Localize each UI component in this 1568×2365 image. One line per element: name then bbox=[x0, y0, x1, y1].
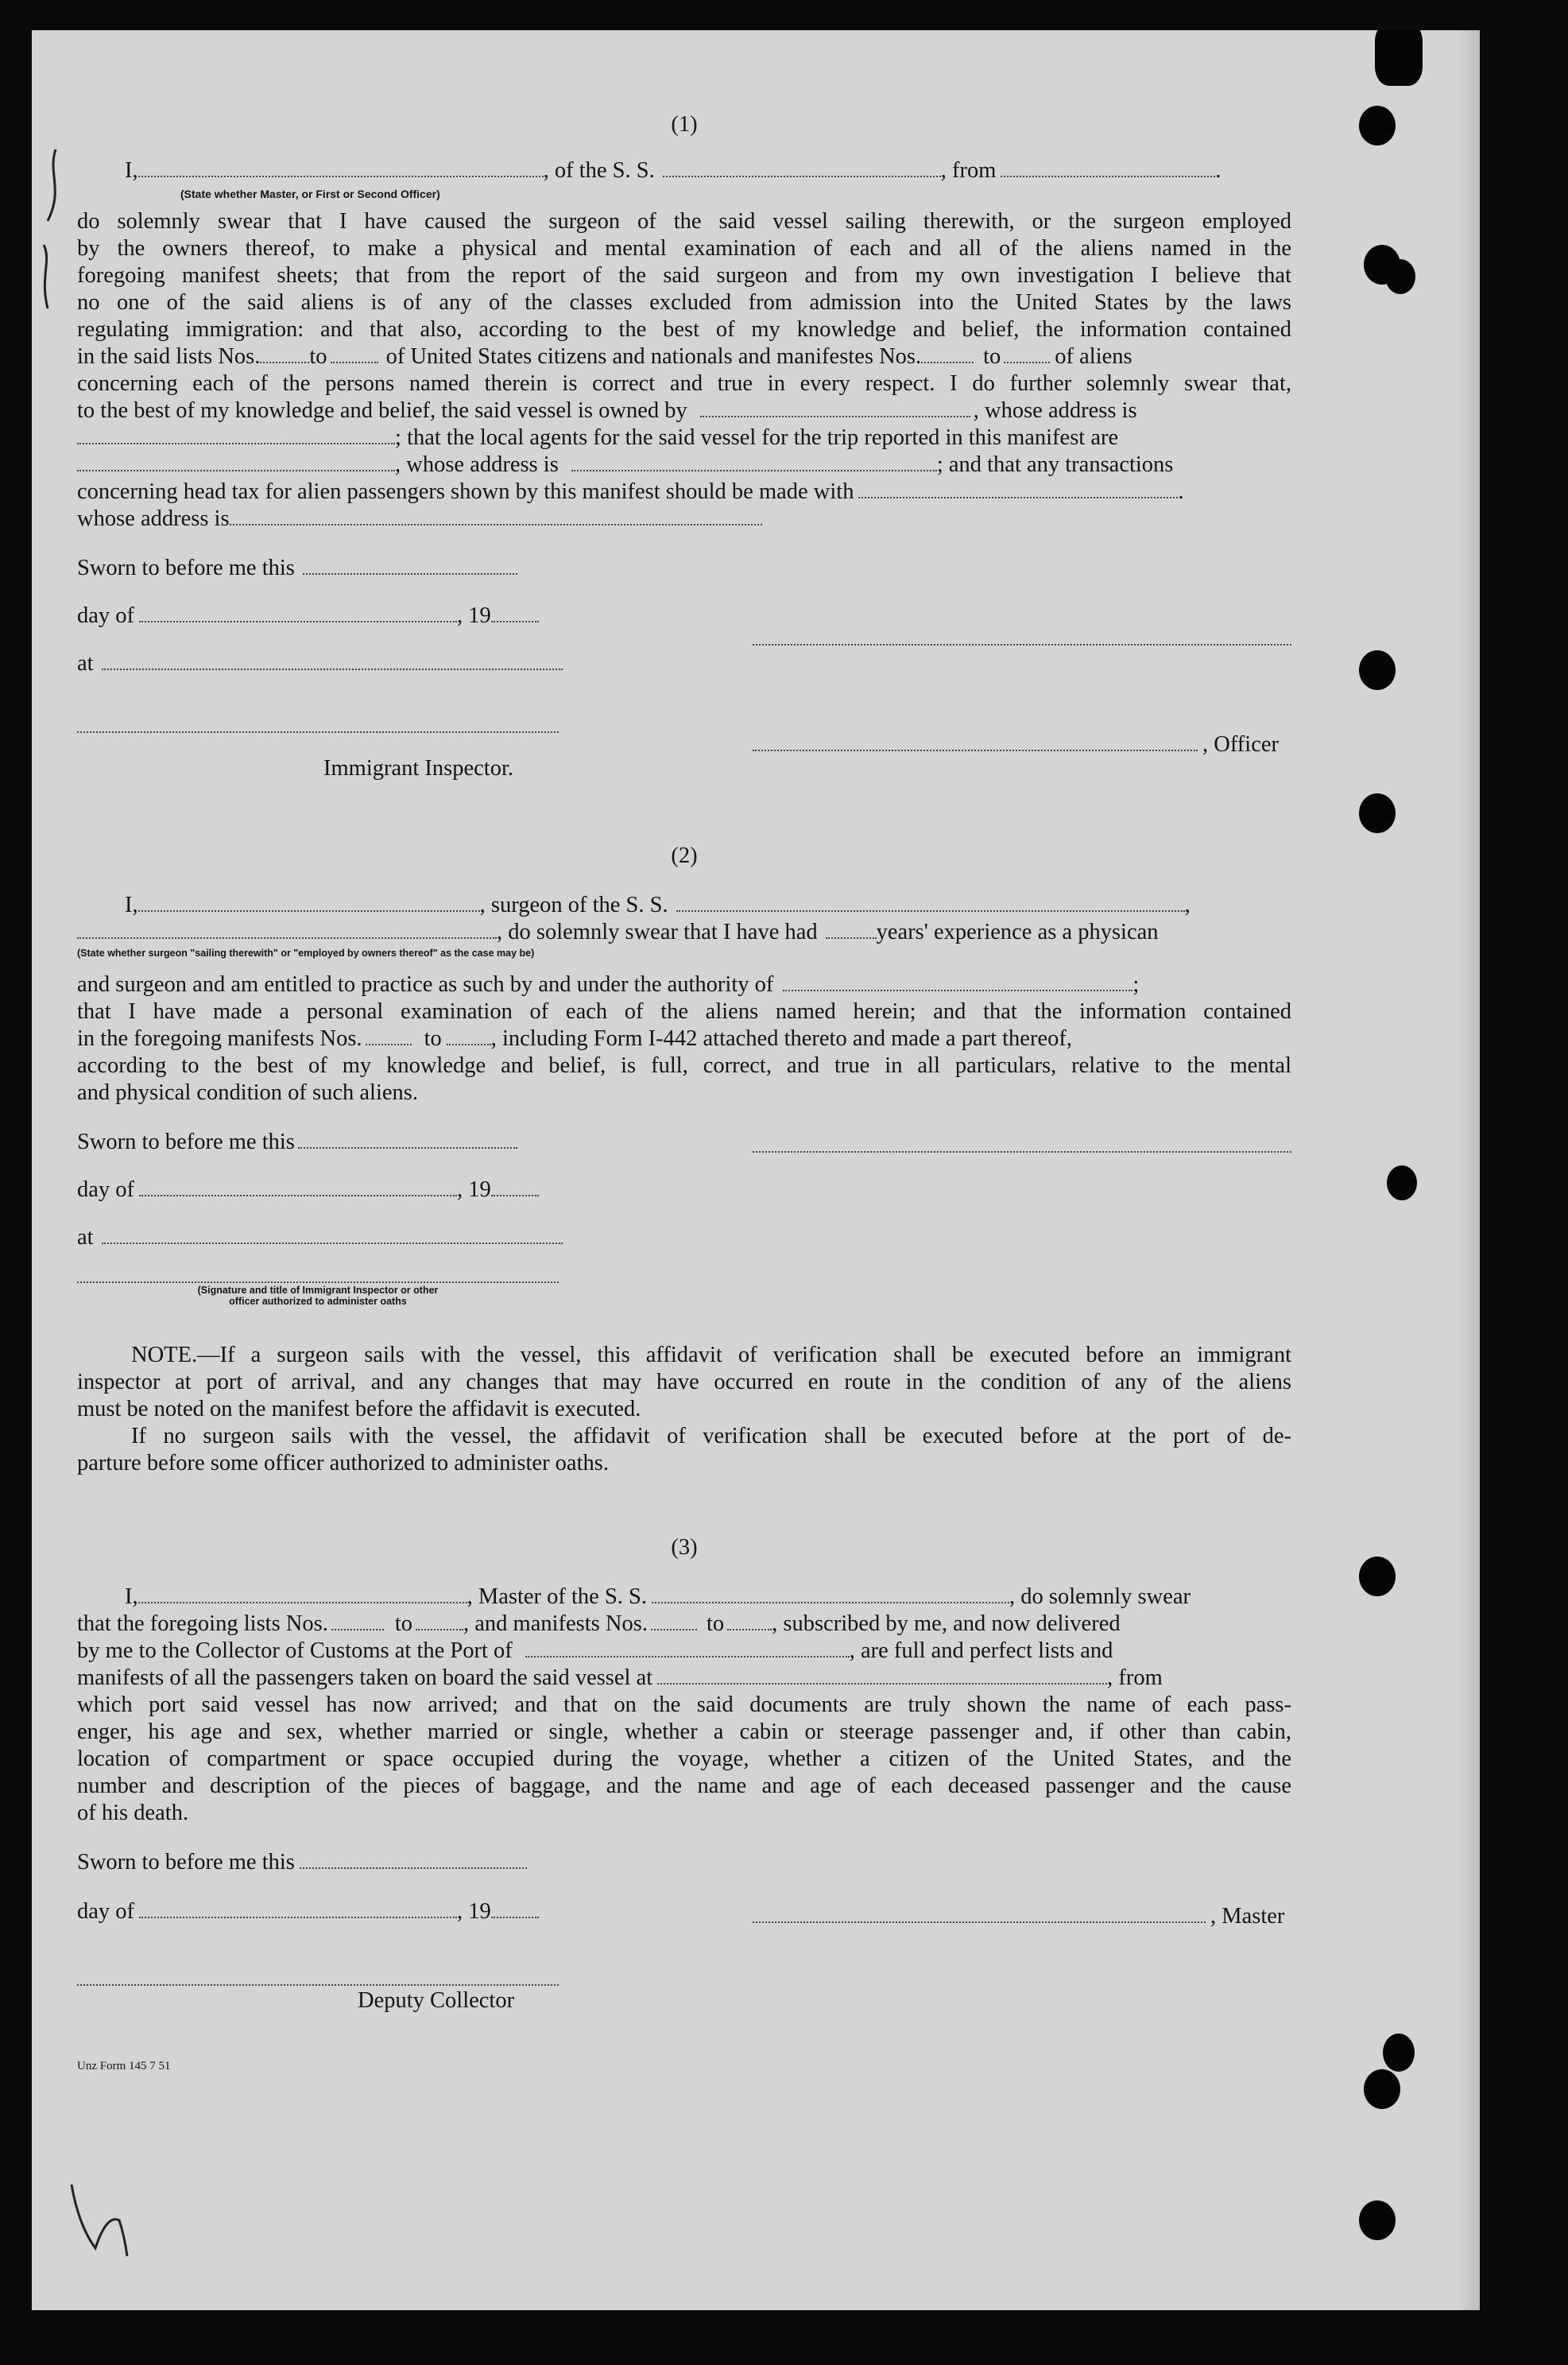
note-line: must be noted on the manifest before the affidavit is executed. bbox=[77, 1397, 641, 1421]
section1-para-line: by the owners thereof, to make a physical and mental examination of each and all of the aliens named in the bbox=[77, 236, 1291, 261]
year-field[interactable] bbox=[491, 1899, 539, 1918]
immigrant-inspector-label: Immigrant Inspector. bbox=[323, 756, 514, 781]
section2-line6: according to the best of my knowledge and belief, is full, correct, and true in all particulars, relative to the mental bbox=[77, 1053, 1291, 1078]
surgeon-status-field[interactable] bbox=[77, 920, 497, 939]
inspector-signature-line[interactable] bbox=[77, 730, 559, 733]
section-number-1: (1) bbox=[671, 112, 698, 137]
section1-headtax-line: concerning head tax for alien passengers shown by this manifest should be made with . bbox=[77, 479, 1184, 504]
surgeon-signature-line[interactable] bbox=[753, 1150, 1291, 1153]
sworn-date-field[interactable] bbox=[298, 1130, 517, 1149]
master-name-field[interactable] bbox=[138, 1584, 467, 1603]
section1-para-line: foregoing manifest sheets; that from the report of the said surgeon and from my own investigation I believe that bbox=[77, 263, 1291, 288]
surgeon-name-field[interactable] bbox=[138, 893, 480, 912]
year-field[interactable] bbox=[491, 603, 539, 622]
page-edge-shadow bbox=[1458, 30, 1480, 2310]
embark-port-field[interactable] bbox=[657, 1665, 1107, 1685]
port-field[interactable] bbox=[525, 1638, 850, 1657]
at-place-field[interactable] bbox=[102, 651, 563, 670]
officer-name-field[interactable] bbox=[138, 158, 544, 177]
section1-sworn: Sworn to before me this bbox=[77, 555, 1291, 582]
local-agents-field[interactable] bbox=[77, 452, 395, 471]
vessel-name-field[interactable] bbox=[663, 158, 941, 177]
section2-line7: and physical condition of such aliens. bbox=[77, 1080, 418, 1105]
day-of-field[interactable] bbox=[139, 1899, 457, 1918]
section1-para-line: no one of the said aliens is of any of the classes excluded from admission into the United States by the laws bbox=[77, 290, 1291, 315]
section-number-2: (2) bbox=[671, 843, 698, 868]
sworn-date-field[interactable] bbox=[300, 1850, 527, 1869]
section3-para-line: which port said vessel has now arrived; and that on the said documents are truly shown the name of each pass- bbox=[77, 1692, 1291, 1717]
surgeon-note: (State whether surgeon "sailing therewith" or "employed by owners thereof" as the case may be) bbox=[77, 948, 535, 959]
inspector-signature-line[interactable] bbox=[77, 1280, 559, 1283]
section-number-3: (3) bbox=[671, 1535, 698, 1560]
section3-para-line: location of compartment or space occupied during the voyage, whether a citizen of the United States, and the bbox=[77, 1747, 1291, 1771]
note-line: parture before some officer authorized to administer oaths. bbox=[77, 1451, 609, 1475]
master-line: , Master bbox=[753, 1903, 1284, 1930]
binder-hole bbox=[1387, 1165, 1417, 1200]
years-experience-field[interactable] bbox=[826, 920, 877, 939]
section1-agents-line: ; that the local agents for the said vessel for the trip reported in this manifest are bbox=[77, 425, 1291, 452]
note-line: inspector at port of arrival, and any changes that may have occurred en route in the condition of any of the aliens bbox=[77, 1370, 1291, 1394]
section2-line4: that I have made a personal examination of each of the aliens named herein; and that the information contained bbox=[77, 999, 1291, 1024]
owner-field[interactable] bbox=[700, 398, 970, 417]
form-page bbox=[32, 30, 1480, 2310]
officer-line: , Officer bbox=[753, 731, 1279, 758]
binder-hole bbox=[1375, 30, 1423, 86]
binder-hole bbox=[1359, 2200, 1396, 2240]
day-of-field[interactable] bbox=[139, 1177, 457, 1196]
section1-first-line: I, , of the S. S. , from . bbox=[125, 158, 1221, 183]
master-signature-field[interactable] bbox=[753, 1904, 1206, 1923]
pencil-mark bbox=[32, 142, 79, 348]
list-no-from-field[interactable] bbox=[331, 1611, 384, 1630]
from-port-field[interactable] bbox=[1001, 158, 1215, 177]
section2-sworn: Sworn to before me this bbox=[77, 1129, 1291, 1156]
signature-note-1: (Signature and title of Immigrant Inspector or other bbox=[197, 1285, 439, 1296]
binder-hole bbox=[1385, 259, 1415, 294]
text-from: , from bbox=[940, 158, 997, 183]
signature-note-2: officer authorized to administer oaths bbox=[229, 1296, 407, 1307]
section1-para-line: do solemnly swear that I have caused the surgeon of the said vessel sailing therewith, or the surgeon employed bbox=[77, 209, 1291, 234]
day-of-field[interactable] bbox=[139, 603, 457, 622]
list-no-to-field[interactable] bbox=[331, 344, 378, 363]
section3-last-line: of his death. bbox=[77, 1801, 189, 1825]
section2-line3: and surgeon and am entitled to practice as such by and under the authority of ; bbox=[77, 972, 1140, 997]
authority-field[interactable] bbox=[783, 972, 1132, 991]
section3-sworn: Sworn to before me this bbox=[77, 1849, 1291, 1876]
at-place-field[interactable] bbox=[102, 1225, 563, 1244]
section3-day-of: day of , 19 bbox=[77, 1898, 1291, 1925]
binder-hole bbox=[1359, 106, 1396, 145]
section3-line1: I, , Master of the S. S. , do solemnly swear bbox=[125, 1584, 1191, 1609]
section1-whose-last-line: whose address is bbox=[77, 506, 1291, 533]
binder-hole bbox=[1364, 2069, 1400, 2109]
pencil-mark bbox=[64, 2177, 143, 2264]
section2-at: at bbox=[77, 1224, 1291, 1251]
officer-signature-line[interactable] bbox=[753, 642, 1291, 646]
binder-hole bbox=[1359, 650, 1396, 690]
section1-para-line: regulating immigration: and that also, according to the best of my knowledge and belief, the information contained bbox=[77, 317, 1291, 342]
section3-line4: manifests of all the passengers taken on board the said vessel at , from bbox=[77, 1665, 1163, 1690]
manifest-no-to-field[interactable] bbox=[1004, 344, 1050, 363]
form-number: Unz Form 145 7 51 bbox=[77, 2060, 171, 2072]
section1-owned-line: to the best of my knowledge and belief, the said vessel is owned by , whose address is bbox=[77, 398, 1137, 423]
manifest-no-from-field[interactable] bbox=[651, 1611, 697, 1630]
surgeon-vessel-field[interactable] bbox=[676, 893, 1185, 912]
section2-line1: I, , surgeon of the S. S. , bbox=[125, 893, 1191, 917]
section2-day-of: day of , 19 bbox=[77, 1177, 1291, 1204]
section2-line5: in the foregoing manifests Nos. to , including Form I-442 attached thereto and made a part thereof, bbox=[77, 1026, 1072, 1051]
manifest-no-from-field[interactable] bbox=[366, 1026, 412, 1045]
section3-line3: by me to the Collector of Customs at the Port of , are full and perfect lists and bbox=[77, 1638, 1113, 1663]
note-line: NOTE.—If a surgeon sails with the vessel, this affidavit of verification shall be executed before an immigrant bbox=[131, 1343, 1291, 1367]
headtax-contact-field[interactable] bbox=[858, 479, 1178, 498]
master-vessel-field[interactable] bbox=[652, 1584, 1009, 1603]
headtax-address-field[interactable] bbox=[230, 506, 762, 525]
binder-hole bbox=[1383, 2034, 1415, 2072]
officer-signature-field[interactable] bbox=[753, 732, 1198, 751]
owner-address-field[interactable] bbox=[77, 425, 395, 444]
section1-at: at bbox=[77, 650, 1291, 677]
agents-address-field[interactable] bbox=[571, 452, 937, 471]
deputy-collector-label: Deputy Collector bbox=[358, 1988, 515, 2013]
year-field[interactable] bbox=[491, 1177, 539, 1196]
binder-hole bbox=[1359, 1557, 1396, 1596]
manifest-no-from-field[interactable] bbox=[921, 344, 974, 363]
text-i: I, bbox=[125, 158, 138, 183]
text-of-ss: , of the S. S. bbox=[543, 158, 655, 183]
section1-lists-line: in the said lists Nos. to of United States citizens and nationals and manifestes Nos. to of aliens bbox=[77, 344, 1132, 369]
section2-line2: , do solemnly swear that I have had years' experience as a physican bbox=[77, 919, 1291, 946]
list-no-to-field[interactable] bbox=[416, 1611, 463, 1630]
officer-note: (State whether Master, or First or Second Officer) bbox=[180, 188, 440, 200]
section1-concerning-line: concerning each of the persons named therein is correct and true in every respect. I do further solemnly swear that, bbox=[77, 371, 1291, 396]
sworn-date-field[interactable] bbox=[303, 556, 517, 575]
section3-para-line: enger, his age and sex, whether married or single, whether a cabin or steerage passenger and, if other than cabin, bbox=[77, 1719, 1291, 1744]
binder-hole bbox=[1359, 793, 1396, 833]
manifest-no-to-field[interactable] bbox=[727, 1611, 772, 1630]
section3-para-line: number and description of the pieces of baggage, and the name and age of each deceased passenger and the cause bbox=[77, 1774, 1291, 1798]
note-line: If no surgeon sails with the vessel, the affidavit of verification shall be executed before at the port of de- bbox=[131, 1424, 1291, 1448]
section3-line2: that the foregoing lists Nos. to , and manifests Nos. to , subscribed by me, and now delivered bbox=[77, 1611, 1121, 1636]
list-no-from-field[interactable] bbox=[260, 344, 309, 363]
manifest-no-to-field[interactable] bbox=[447, 1026, 491, 1045]
section1-day-of: day of , 19 bbox=[77, 603, 1291, 630]
deputy-signature-line[interactable] bbox=[77, 1983, 559, 1986]
section1-whose-line: , whose address is ; and that any transactions bbox=[77, 452, 1291, 479]
